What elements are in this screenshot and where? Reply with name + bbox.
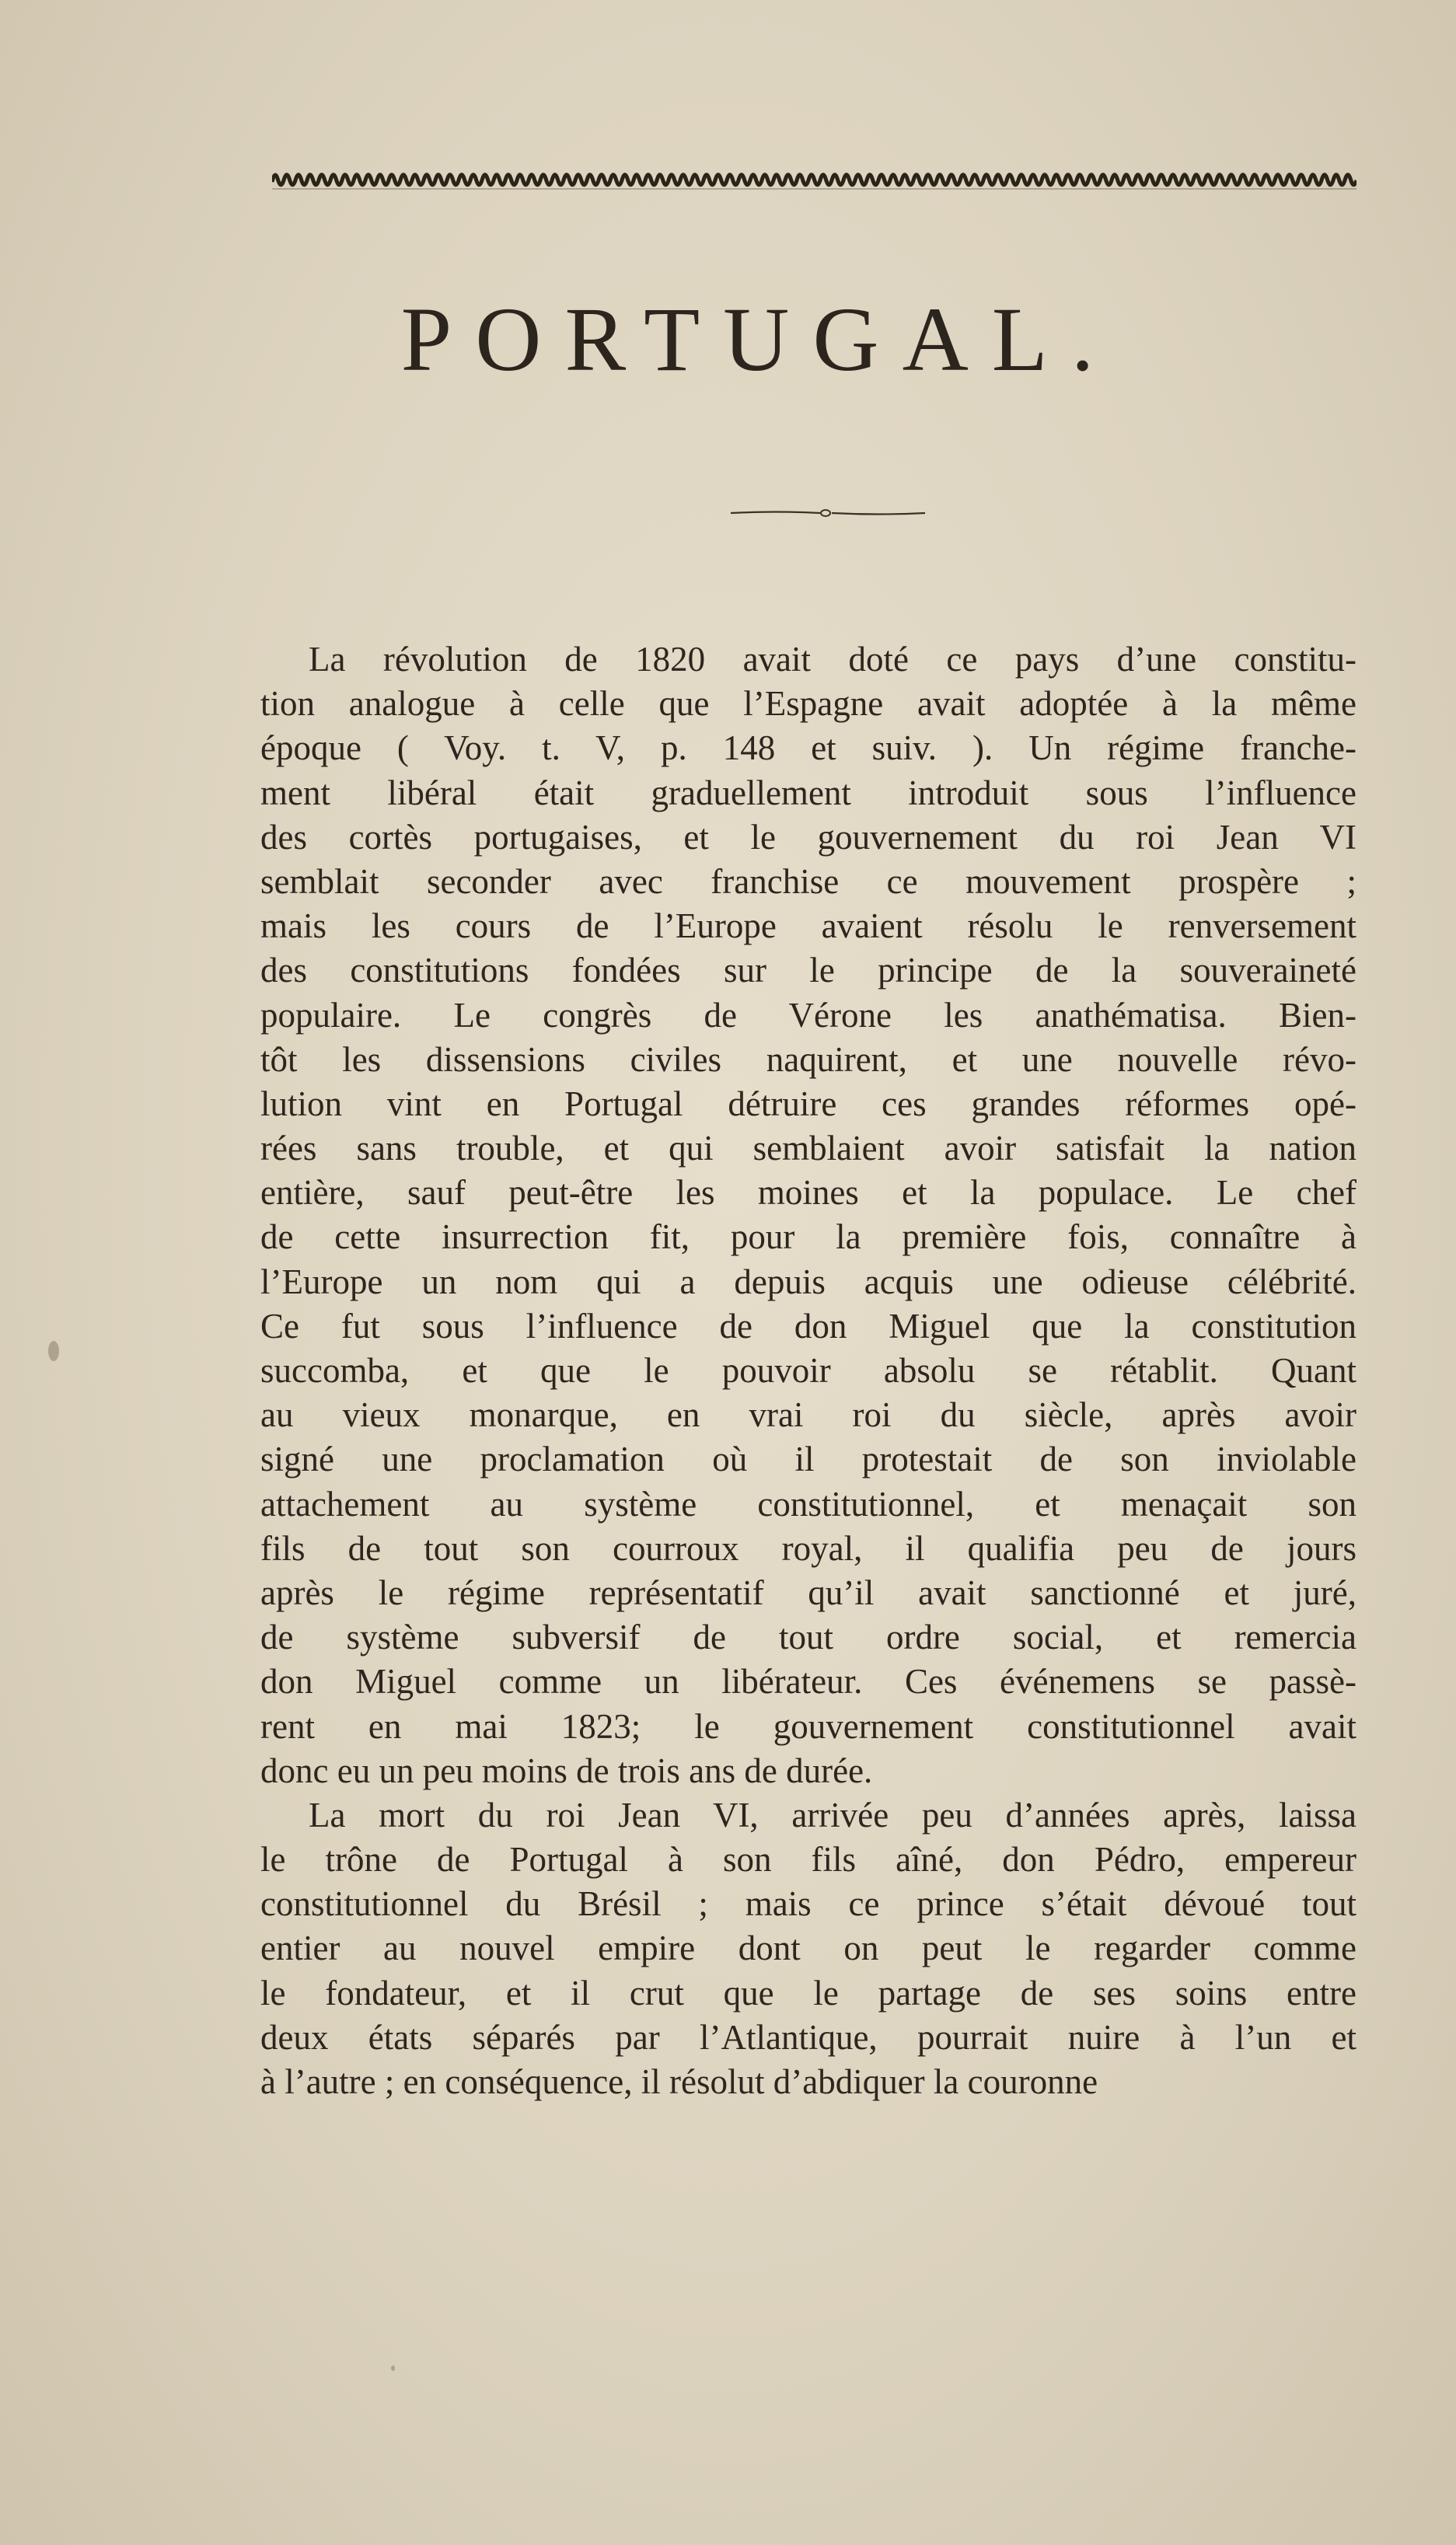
text-line: le fondateur, et il crut que le partage de ses soins entre <box>260 1973 1356 2013</box>
text-line: des cortès portugaises, et le gouvernement du roi Jean VI <box>260 817 1356 857</box>
body-text <box>260 637 1356 2104</box>
text-line: au vieux monarque, en vrai roi du siècle, après avoir <box>260 1395 1356 1435</box>
text-line: attachement au système constitutionnel, et menaçait son <box>260 1484 1356 1524</box>
text-line: entière, sauf peut-être les moines et la populace. Le chef <box>260 1173 1356 1213</box>
text-line: populaire. Le congrès de Vérone les anathématisa. Bien- <box>260 995 1356 1035</box>
text-line: Ce fut sous l’influence de don Miguel que la constitution <box>260 1306 1356 1346</box>
text-line: signé une proclamation où il protestait de son inviolable <box>260 1440 1356 1479</box>
text-line: après le régime représentatif qu’il avait sanctionné et juré, <box>260 1573 1356 1612</box>
paper-speck <box>391 2365 395 2371</box>
text-line: semblait seconder avec franchise ce mouvement prospère ; <box>260 861 1356 901</box>
text-line: deux états séparés par l’Atlantique, pourrait nuire à l’un et <box>260 2017 1356 2057</box>
text-line: de système subversif de tout ordre social, et remercia <box>260 1618 1356 1657</box>
text-line: tion analogue à celle que l’Espagne avait adoptée à la même <box>260 684 1356 724</box>
text-line: rées sans trouble, et qui semblaient avoir satisfait la nation <box>260 1129 1356 1168</box>
ornamental-wave-rule <box>272 166 1356 193</box>
text-line: ment libéral était graduellement introduit sous l’influence <box>260 773 1356 812</box>
text-line: entier au nouvel empire dont on peut le regarder comme <box>260 1929 1356 1968</box>
title-divider-rule <box>731 505 933 521</box>
text-line: constitutionnel du Brésil ; mais ce prince s’était dévoué tout <box>260 1884 1356 1924</box>
text-line: don Miguel comme un libérateur. Ces événemens se passè- <box>260 1662 1356 1702</box>
text-line: succomba, et que le pouvoir absolu se rétablit. Quant <box>260 1351 1356 1390</box>
text-line: La mort du roi Jean VI, arrivée peu d’années après, laissa <box>309 1795 1356 1835</box>
text-line: des constitutions fondées sur le principe de la souveraineté <box>260 951 1356 990</box>
text-line: à l’autre ; en conséquence, il résolut d’abdiquer la couronne <box>260 2062 1098 2101</box>
page-title: PORTUGAL. <box>400 288 1118 390</box>
text-line: le trône de Portugal à son fils aîné, don Pédro, empereur <box>260 1840 1356 1880</box>
text-line: de cette insurrection fit, pour la première fois, connaître à <box>260 1217 1356 1257</box>
text-line: fils de tout son courroux royal, il qualifia peu de jours <box>260 1528 1356 1568</box>
text-line: tôt les dissensions civiles naquirent, et une nouvelle révo- <box>260 1039 1356 1079</box>
text-line: mais les cours de l’Europe avaient résolu le renversement <box>260 906 1356 946</box>
text-line: l’Europe un nom qui a depuis acquis une odieuse célébrité. <box>260 1262 1356 1301</box>
text-line: rent en mai 1823; le gouvernement constitutionnel avait <box>260 1706 1356 1746</box>
text-line: donc eu un peu moins de trois ans de durée. <box>260 1751 873 1790</box>
paper-stain <box>48 1341 59 1361</box>
text-line: époque ( Voy. t. V, p. 148 et suiv. ). Un régime franche- <box>260 728 1356 768</box>
text-line: La révolution de 1820 avait doté ce pays d’une constitu- <box>309 640 1356 679</box>
text-line: lution vint en Portugal détruire ces grandes réformes opé- <box>260 1084 1356 1123</box>
